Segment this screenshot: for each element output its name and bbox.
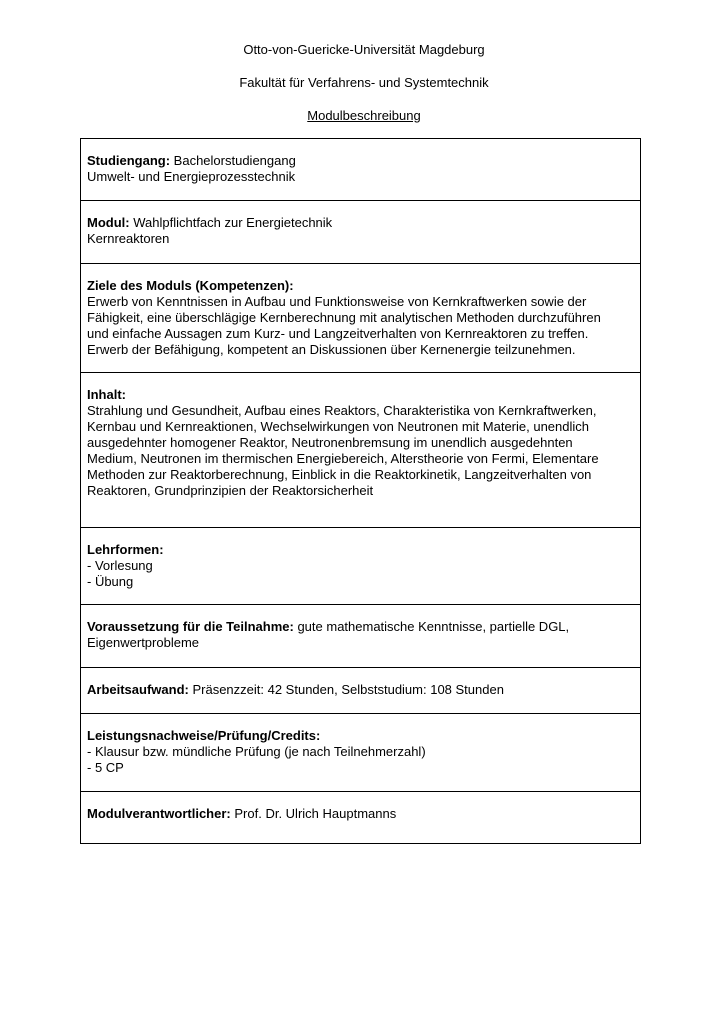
document-title: Modulbeschreibung (307, 108, 421, 123)
voraussetzung-label: Voraussetzung für die Teilnahme: (87, 619, 294, 634)
inhalt-line: Medium, Neutronen im thermischen Energiebereich, Alterstheorie von Fermi, Elementare (87, 451, 599, 466)
inhalt-label: Inhalt: (87, 387, 126, 402)
verantwortlich-label: Modulverantwortlicher: (87, 806, 231, 821)
ziele-line: Fähigkeit, eine überschlägige Kernberechnung mit analytischen Methoden durchzuführen (87, 310, 601, 325)
row-studiengang (81, 139, 640, 201)
row-modul (81, 201, 640, 264)
studiengang-value: Bachelorstudiengang (173, 153, 296, 168)
row-inhalt (81, 373, 640, 528)
modul-value: Wahlpflichtfach zur Energietechnik (133, 215, 333, 230)
leistung-item: - 5 CP (87, 760, 124, 775)
module-table (80, 138, 641, 844)
arbeitsaufwand-label: Arbeitsaufwand: (87, 682, 189, 697)
inhalt-line: Methoden zur Reaktorberechnung, Einblick in die Reaktorkinetik, Langzeitverhalten von (87, 467, 592, 482)
university-name: Otto-von-Guericke-Universität Magdeburg (243, 42, 485, 57)
leistung-label: Leistungsnachweise/Prüfung/Credits: (87, 728, 321, 743)
voraussetzung-value: gute mathematische Kenntnisse, partielle DGL, (297, 619, 570, 634)
ziele-line: Erwerb der Befähigung, kompetent an Diskussionen über Kernenergie teilzunehmen. (87, 342, 576, 357)
ziele-line: Erwerb von Kenntnissen in Aufbau und Funktionsweise von Kernkraftwerken sowie der (87, 294, 587, 309)
studiengang-line2: Umwelt- und Energieprozesstechnik (87, 169, 296, 184)
inhalt-line: Kernbau und Kernreaktionen, Wechselwirkungen von Neutronen mit Materie, unendlich (87, 419, 589, 434)
lehrformen-item: - Vorlesung (87, 558, 153, 573)
inhalt-line: Reaktoren, Grundprinzipien der Reaktorsicherheit (87, 483, 374, 498)
ziele-line: und einfache Aussagen zum Kurz- und Langzeitverhalten von Kernreaktoren zu treffen. (87, 326, 589, 341)
row-lehrformen (81, 528, 640, 605)
row-ziele (81, 264, 640, 373)
row-arbeitsaufwand (81, 668, 640, 714)
row-modulverantwortlicher (81, 792, 640, 843)
inhalt-line: Strahlung und Gesundheit, Aufbau eines Reaktors, Charakteristika von Kernkraftwerken, (87, 403, 597, 418)
row-leistungsnachweise (81, 714, 640, 792)
row-voraussetzung (81, 605, 640, 668)
modul-label: Modul: (87, 215, 130, 230)
leistung-item: - Klausur bzw. mündliche Prüfung (je nach Teilnehmerzahl) (87, 744, 426, 759)
ziele-label: Ziele des Moduls (Kompetenzen): (87, 278, 294, 293)
verantwortlich-value: Prof. Dr. Ulrich Hauptmanns (234, 806, 397, 821)
faculty-name: Fakultät für Verfahrens- und Systemtechnik (239, 75, 489, 90)
voraussetzung-line2: Eigenwertprobleme (87, 635, 200, 650)
studiengang-label: Studiengang: (87, 153, 171, 168)
lehrformen-label: Lehrformen: (87, 542, 164, 557)
inhalt-line: ausgedehnter homogener Reaktor, Neutronenbremsung im unendlich ausgedehnten (87, 435, 573, 450)
lehrformen-item: - Übung (87, 574, 134, 589)
arbeitsaufwand-value: Präsenzzeit: 42 Stunden, Selbststudium: 108 Stunden (192, 682, 504, 697)
modul-line2: Kernreaktoren (87, 231, 170, 246)
